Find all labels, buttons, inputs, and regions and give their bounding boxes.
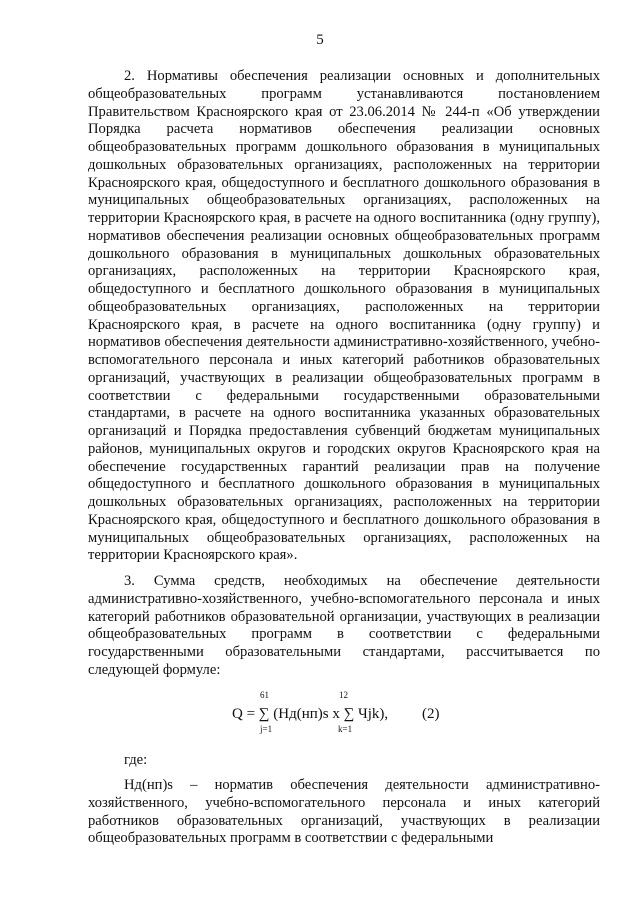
formula-sum1-lower-limit: j=1 (260, 724, 273, 734)
formula-number: (2) (422, 706, 440, 722)
paragraph-norms: 2. Нормативы обеспечения реализации основных и дополнительных общеобразовательных программ устанавливаются постановлением Правительством Красноярского края от 23.06.2014 № 244-п «Об утверждении Порядка расчета нормативов обеспечения реализации основных общеобразовательных программ дошкольного образования в муниципальных дошкольных образовательных организациях, расположенных на территории Красноярского края, общедоступного и бесплатного дошкольного образования в муниципальных общеобразовательных организациях, расположенных на территории Красноярского края, в расчете на одного воспитанника (одну группу), нормативов обеспечения реализации основных общеобразовательных программ дошкольного образования в муниципальных дошкольных образовательных организациях, расположенных на территории Красноярского края, общедоступного и бесплатного дошкольного образования в муниципальных общеобразовательных организациях, расположенных на территории Красноярского края, в расчете на одного воспитанника (одну группу) и нормативов обеспечения деятельности административно-хозяйственного, учебно-вспомогательного персонала и иных категорий работников образовательных организаций, участвующих в реализации общеобразовательных программ в соответствии с федеральными государственными образовательными стандартами, в расчете на одного воспитанника указанных образовательных организаций и Порядка предоставления субвенций бюджетам муниципальных районов, муниципальных округов и городских округов Красноярского края на обеспечение государственных гарантий реализации прав на получение общедоступного и бесплатного дошкольного образования в муниципальных дошкольных образовательных организациях, расположенных на территории Красноярского края, общедоступного и бесплатного дошкольного образования в муниципальных общеобразовательных организациях, расположенных на территории Красноярского края». (88, 68, 600, 564)
formula-main: Q = ∑ (Нд(нп)s x ∑ Чjk), (232, 706, 389, 722)
page-number: 5 (316, 32, 324, 48)
formula-sum2-lower-limit: k=1 (338, 724, 353, 734)
paragraph-sum-of-funds: 3. Сумма средств, необходимых на обеспечение деятельности административно-хозяйственного, учебно-вспомогательного персонала и иных категорий работников образовательной организации, участвующих в реализации общеобразовательных программ в соответствии с федеральными государственными образовательными стандартами, рассчитывается по следующей формуле: (88, 573, 600, 678)
paragraph-definition: Нд(нп)s – норматив обеспечения деятельности административно-хозяйственного, учебно-вспомогательного персонала и иных категорий работников образовательных организаций, участвующих в реализации общеобразовательных программ в соответствии с федеральными (88, 777, 600, 847)
formula (232, 690, 472, 740)
formula-sum2-upper-limit: 12 (339, 690, 348, 700)
formula-sum1-upper-limit: 61 (260, 690, 269, 700)
where-label: где: (124, 752, 148, 768)
